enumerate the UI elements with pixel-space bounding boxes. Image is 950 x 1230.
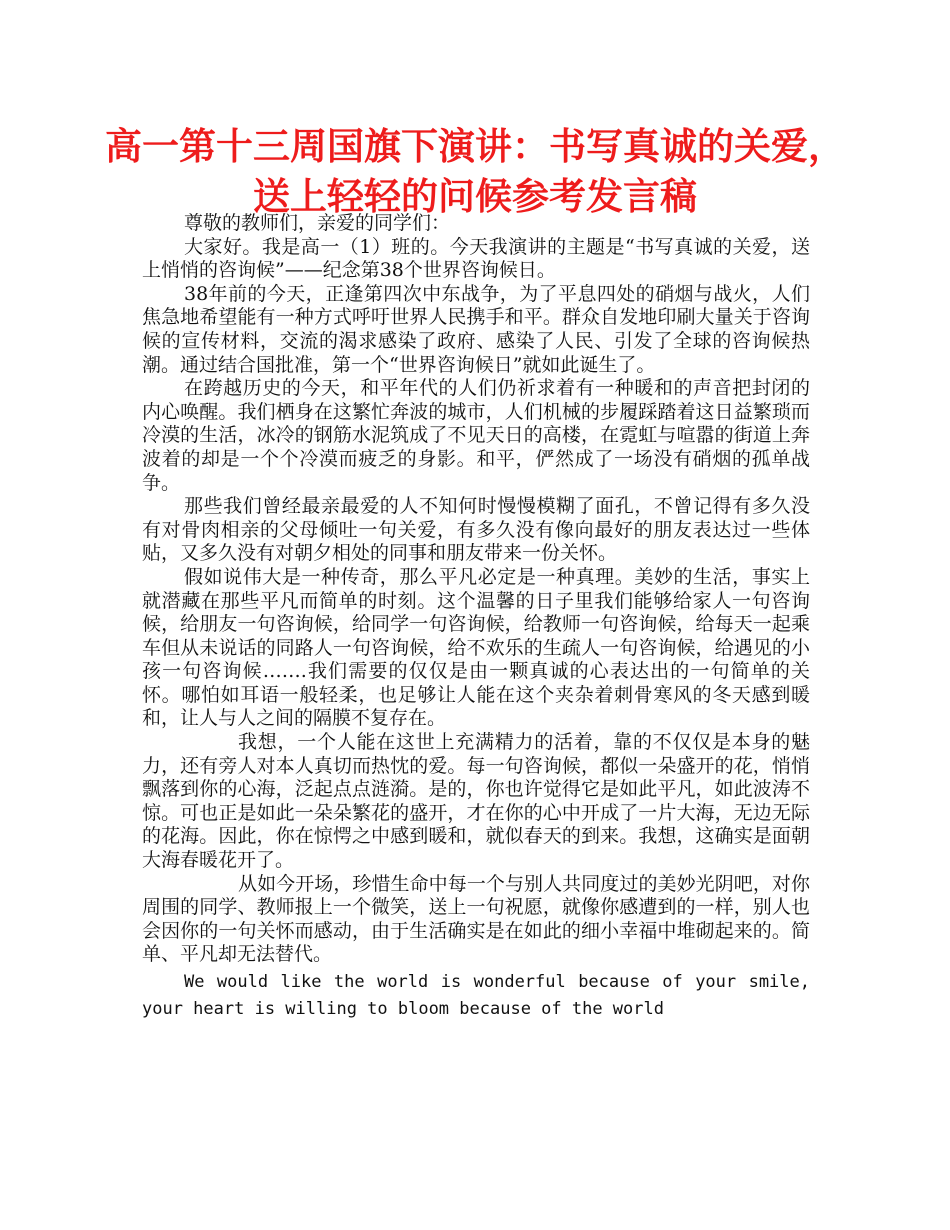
- paragraph: 大家好。我是高一（1）班的。今天我演讲的主题是“书写真诚的关爱，送上悄悄的咨询候”——纪念第38个世界咨询候日。: [142, 235, 810, 282]
- paragraph: 从如今开场，珍惜生命中每一个与别人共同度过的美妙光阴吧，对你周围的同学、教师报上一个微笑，送上一句祝愿，就像你感遭到的一样，别人也会因你的一句关怀而感动，由于生活确实是在如此的细小幸福中堆砌起来的。简单、平凡却无法替代。: [142, 872, 810, 966]
- paragraph: 38年前的今天，正逢第四次中东战争，为了平息四处的硝烟与战火，人们焦急地希望能有一种方式呼吁世界人民携手和平。群众自发地印刷大量关于咨询候的宣传材料，交流的渴求感染了政府、感染了人民、引发了全球的咨询候热潮。通过结合国批准，第一个“世界咨询候日”就如此诞生了。: [142, 282, 810, 376]
- paragraph: 假如说伟大是一种传奇，那么平凡必定是一种真理。美妙的生活，事实上就潜藏在那些平凡而简单的时刻。这个温馨的日子里我们能够给家人一句咨询候，给朋友一句咨询候，给同学一句咨询候，给教师一句咨询候，给每天一起乘车但从未说话的同路人一句咨询候，给不欢乐的生疏人一句咨询候，给遇见的小孩一句咨询候…….我们需要的仅仅是由一颗真诚的心表达出的一句简单的关怀。哪怕如耳语一般轻柔，也足够让人能在这个夹杂着刺骨寒风的冬天感到暖和，让人与人之间的隔膜不复存在。: [142, 565, 810, 730]
- paragraph: 在跨越历史的今天，和平年代的人们仍祈求着有一种暖和的声音把封闭的内心唤醒。我们栖身在这繁忙奔波的城市，人们机械的步履踩踏着这日益繁琐而冷漠的生活，冰冷的钢筋水泥筑成了不见天日的高楼，在霓虹与喧嚣的街道上奔波着的却是一个个冷漠而疲乏的身影。和平，俨然成了一场没有硝烟的孤单战争。: [142, 377, 810, 494]
- paragraph: 那些我们曾经最亲最爱的人不知何时慢慢模糊了面孔，不曾记得有多久没有对骨肉相亲的父母倾吐一句关爱，有多久没有像向最好的朋友表达过一些体贴，又多久没有对朝夕相处的同事和朋友带来一份关怀。: [142, 495, 810, 565]
- paragraph: 我想，一个人能在这世上充满精力的活着，靠的不仅仅是本身的魅力，还有旁人对本人真切而热忱的爱。每一句咨询候，都似一朵盛开的花，悄悄飘落到你的心海，泛起点点涟漪。是的，你也许觉得它是如此平凡，如此波涛不惊。可也正是如此一朵朵繁花的盛开，才在你的心中开成了一片大海，无边无际的花海。因此，你在惊愕之中感到暖和，就似春天的到来。我想，这确实是面朝大海春暖花开了。: [142, 731, 810, 872]
- document-body: [142, 212, 810, 1023]
- paragraph-english: We would like the world is wonderful because of your smile, your heart is willing to bloom because of the world: [142, 972, 810, 1019]
- paragraph-salutation: 尊敬的教师们，亲爱的同学们：: [184, 212, 451, 234]
- document-title: 高一第十三周国旗下演讲：书写真诚的关爱，送上轻轻的问候参考发言稿: [105, 125, 845, 218]
